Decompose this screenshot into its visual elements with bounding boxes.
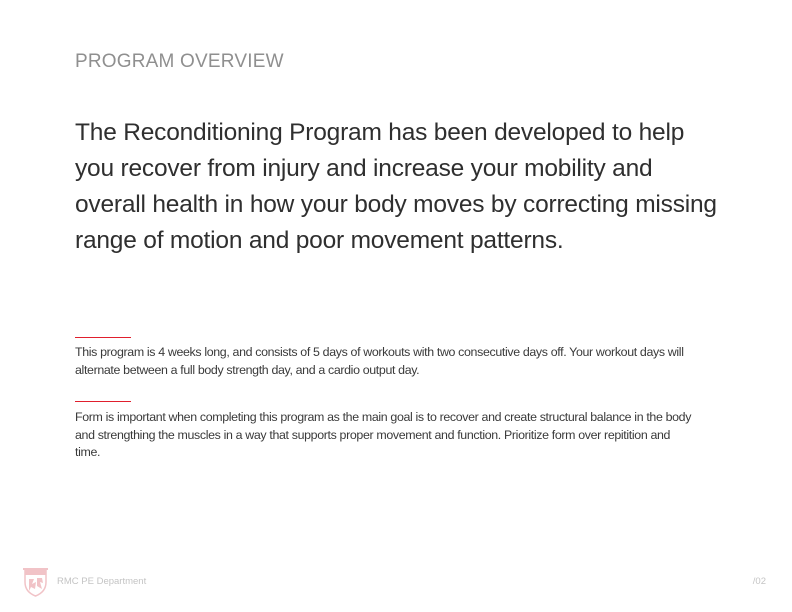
footer-department: RMC PE Department (57, 576, 147, 587)
accent-divider (75, 401, 131, 402)
program-length-paragraph: This program is 4 weeks long, and consists of 5 days of workouts with two consecutive days off. Your workout days will alternate between a full body strength day, and a cardio output day. (75, 345, 684, 377)
section-title: PROGRAM OVERVIEW (75, 51, 284, 72)
accent-divider (75, 337, 131, 338)
rmc-crest-icon (22, 565, 49, 597)
lead-paragraph: The Reconditioning Program has been developed to help you recover from injury and increase your mobility and overall health in how your body moves by correcting missing range of motion and poor movement patterns. (75, 119, 717, 254)
page-number: /02 (752, 576, 766, 587)
form-importance-paragraph: Form is important when completing this program as the main goal is to recover and create structural balance in the body and strengthing the muscles in a way that supports proper movement and function. Prioritize form over repitition and time. (75, 410, 692, 459)
